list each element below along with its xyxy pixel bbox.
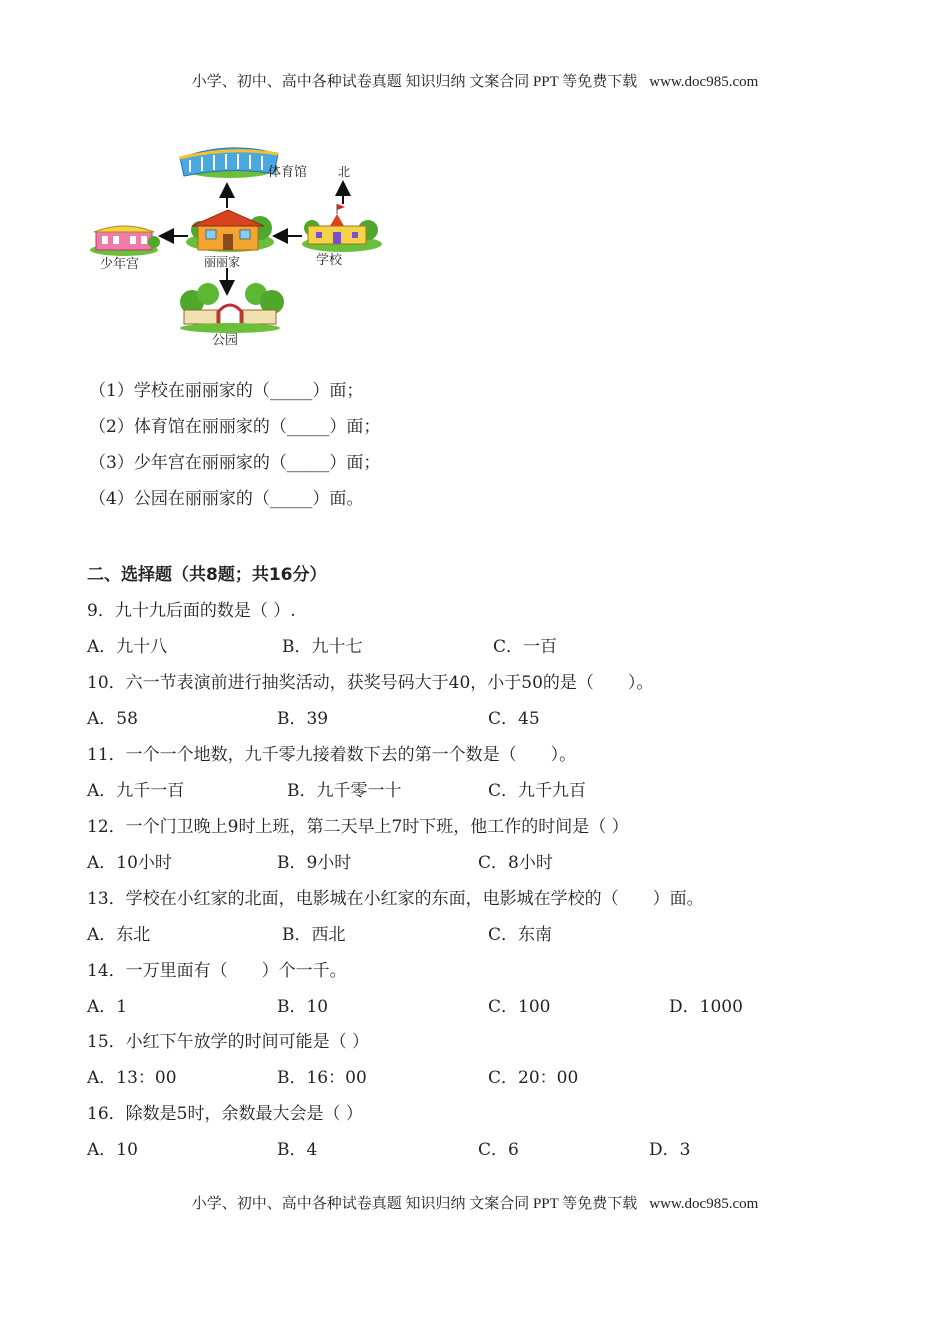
- palace-label: 少年宫: [100, 257, 140, 272]
- north-label: 北: [338, 165, 351, 179]
- question-stem: 11．一个一个地数，九千零九接着数下去的第一个数是（ ）。: [87, 745, 577, 765]
- footer-text: 小学、初中、高中各种试卷真题 知识归纳 文案合同 PPT 等免费下载: [191, 1196, 638, 1212]
- option-b: B．16：00: [277, 1068, 367, 1088]
- home-icon: [186, 210, 274, 252]
- home-label: 丽丽家: [204, 255, 241, 269]
- option-b: B．39: [277, 709, 329, 729]
- school-icon: [302, 204, 382, 252]
- option-a: A．九千一百: [87, 781, 185, 801]
- option-b: B．9小时: [277, 853, 352, 873]
- palace-icon: [90, 226, 160, 256]
- option-c: C．6: [478, 1140, 519, 1160]
- option-b: B．九千零一十: [287, 781, 402, 801]
- option-a: A．东北: [87, 925, 151, 945]
- option-a: A．九十八: [87, 637, 168, 657]
- question-stem: 9．九十九后面的数是（ ）.: [87, 601, 296, 621]
- option-c: C．45: [488, 709, 540, 729]
- park-icon: [180, 283, 284, 333]
- option-a: A．10小时: [87, 853, 172, 873]
- sub-question-4: （4）公园在丽丽家的（_____）面。: [89, 489, 364, 509]
- question-stem: 13．学校在小红家的北面，电影城在小红家的东面，电影城在学校的（ ）面。: [87, 889, 704, 909]
- sub-question-2: （2）体育馆在丽丽家的（_____）面；: [89, 417, 381, 437]
- sub-question-3: （3）少年宫在丽丽家的（_____）面；: [89, 453, 381, 473]
- option-b: B．10: [277, 997, 329, 1017]
- option-a: A．1: [87, 997, 128, 1017]
- option-b: B．西北: [282, 925, 346, 945]
- question-stem: 10．六一节表演前进行抽奖活动，获奖号码大于40，小于50的是（ ）。: [87, 673, 654, 693]
- option-c: C．九千九百: [488, 781, 587, 801]
- question-stem: 15．小红下午放学的时间可能是（ ）: [87, 1032, 370, 1052]
- sub-question-1: （1）学校在丽丽家的（_____）面；: [89, 381, 364, 401]
- option-b: B．4: [277, 1140, 318, 1160]
- question-stem: 16．除数是5时，余数最大会是（ ）: [87, 1104, 363, 1124]
- option-d: D．3: [649, 1140, 691, 1160]
- option-b: B．九十七: [282, 637, 363, 657]
- footer-site-link[interactable]: www.doc985.com: [649, 1196, 759, 1212]
- option-c: C．20：00: [488, 1068, 579, 1088]
- option-c: C．8小时: [478, 853, 553, 873]
- header-site-link[interactable]: www.doc985.com: [649, 74, 759, 90]
- question-stem: 14．一万里面有（ ）个一千。: [87, 961, 347, 981]
- option-a: A．13：00: [87, 1068, 177, 1088]
- park-label: 公园: [212, 333, 239, 348]
- option-c: C．东南: [488, 925, 553, 945]
- option-a: A．10: [87, 1140, 138, 1160]
- option-c: C．100: [488, 997, 551, 1017]
- header-text: 小学、初中、高中各种试卷真题 知识归纳 文案合同 PPT 等免费下载: [191, 74, 638, 90]
- option-a: A．58: [87, 709, 138, 729]
- option-c: C．一百: [493, 637, 558, 657]
- direction-map: [80, 140, 400, 355]
- page-header: [0, 70, 950, 91]
- gym-label: 体育馆: [268, 165, 308, 180]
- question-stem: 12．一个门卫晚上9时上班，第二天早上7时下班，他工作的时间是（ ）: [87, 817, 629, 837]
- school-label: 学校: [316, 253, 343, 268]
- section-title: 二、选择题（共8题；共16分）: [87, 565, 327, 585]
- option-d: D．1000: [669, 997, 743, 1017]
- page-footer: [0, 1192, 950, 1213]
- gym-icon: [180, 148, 278, 178]
